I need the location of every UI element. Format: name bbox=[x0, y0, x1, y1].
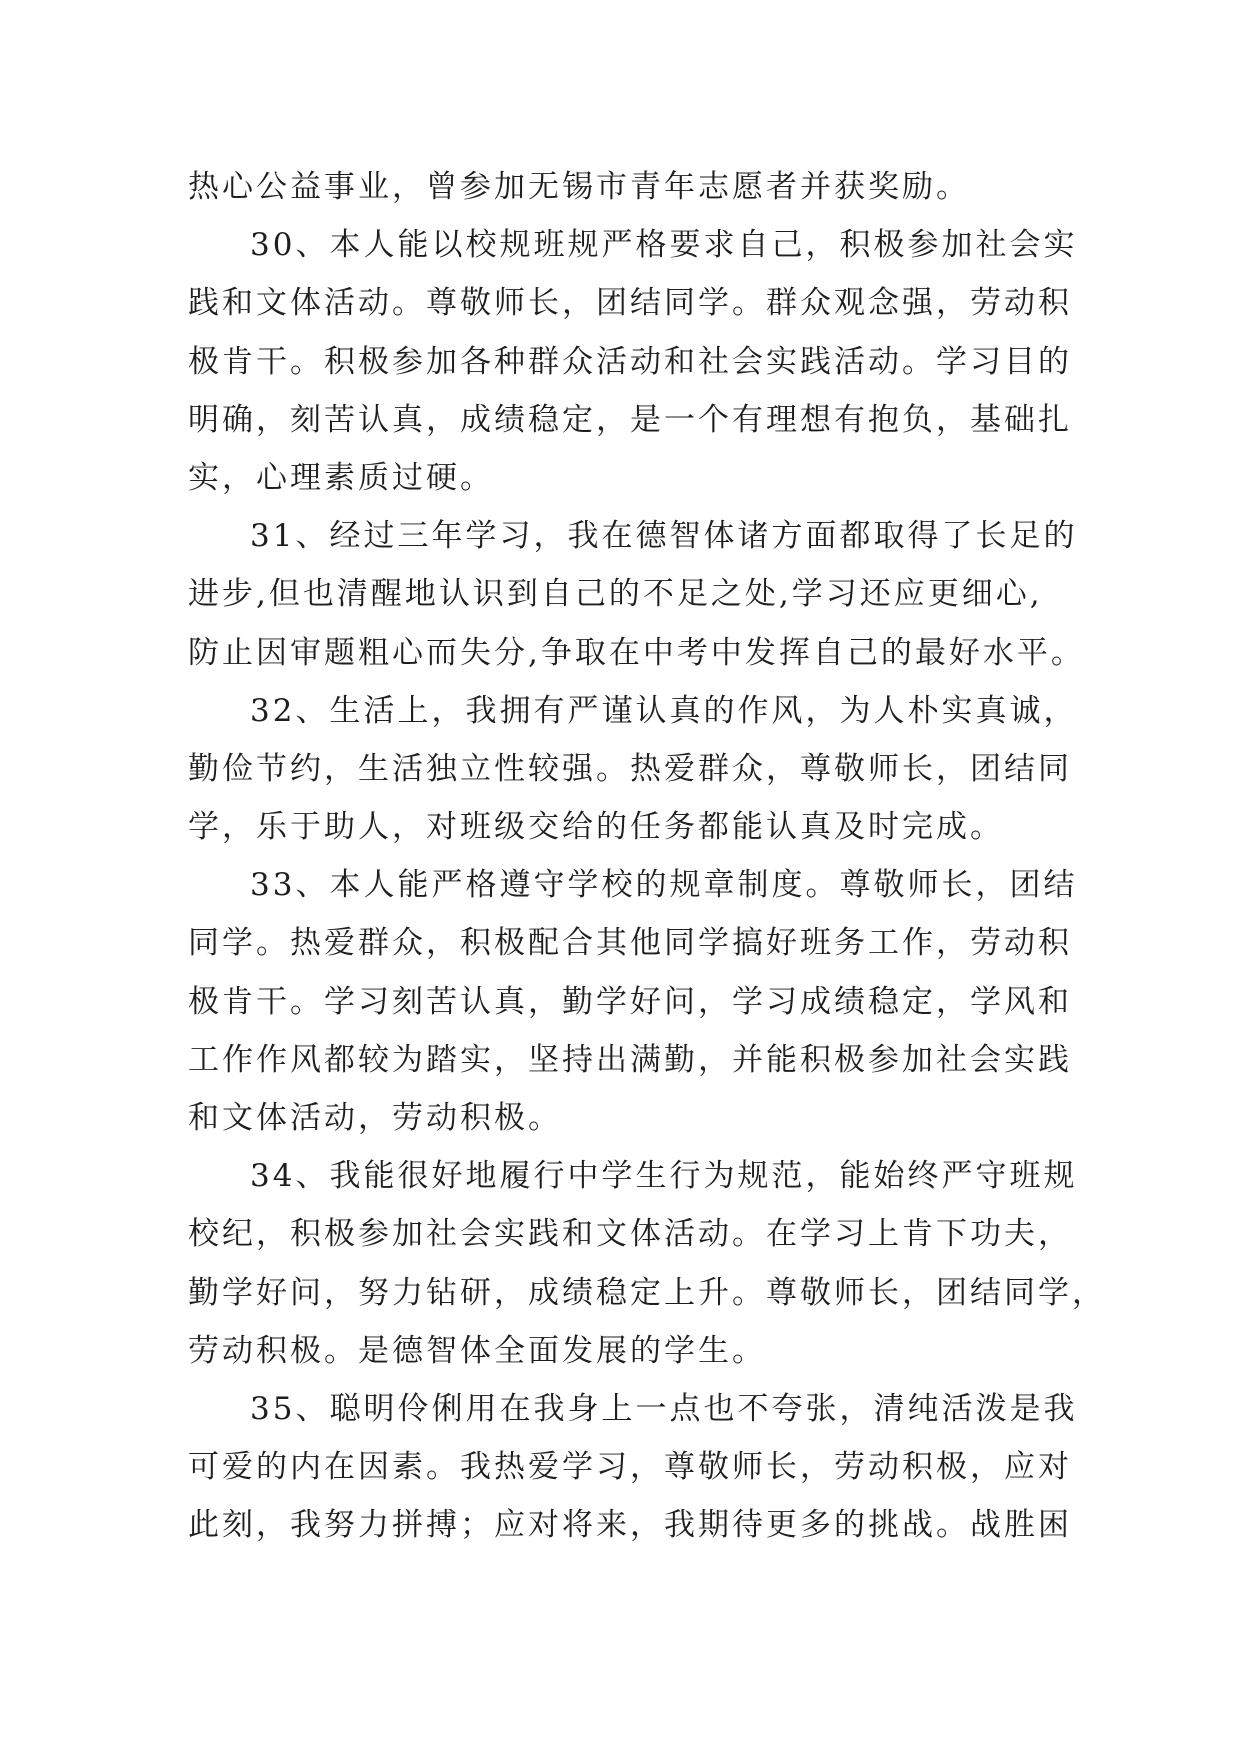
text-line: 明确，刻苦认真，成绩稳定，是一个有理想有抱负，基础扎 bbox=[188, 401, 1072, 438]
paragraph-31 bbox=[188, 507, 1085, 682]
text-line: 勤学好问，努力钻研，成绩稳定上升。尊敬师长，团结同学， bbox=[188, 1274, 1106, 1311]
text-line: 极肯干。积极参加各种群众活动和社会实践活动。学习目的 bbox=[188, 343, 1072, 380]
text-line: 劳动积极。是德智体全面发展的学生。 bbox=[188, 1332, 766, 1369]
text-line: 31、经过三年学习，我在德智体诸方面都取得了长足的 bbox=[250, 518, 1078, 555]
paragraph-32 bbox=[188, 682, 1078, 857]
text-line: 34、我能很好地履行中学生行为规范，能始终严守班规 bbox=[250, 1158, 1078, 1195]
text-line: 和文体活动，劳动积极。 bbox=[188, 1100, 562, 1136]
paragraph-33 bbox=[188, 856, 1078, 1147]
text-line: 践和文体活动。尊敬师长，团结同学。群众观念强，劳动积 bbox=[188, 285, 1072, 322]
document-body bbox=[188, 158, 1106, 1555]
text-line: 学，乐于助人，对班级交给的任务都能认真及时完成。 bbox=[188, 809, 1004, 846]
paragraph-continuation bbox=[188, 158, 1068, 216]
text-line: 32、生活上，我拥有严谨认真的作风，为人朴实真诚， bbox=[250, 692, 1078, 729]
text-line: 防止因审题粗心而失分,争取在中考中发挥自己的最好水平。 bbox=[188, 634, 1085, 671]
text-line: 可爱的内在因素。我热爱学习，尊敬师长，劳动积极，应对 bbox=[188, 1449, 1072, 1486]
text-line: 33、本人能严格遵守学校的规章制度。尊敬师长，团结 bbox=[250, 867, 1078, 904]
text-line: 进步,但也清醒地认识到自己的不足之处,学习还应更细心, bbox=[188, 576, 1043, 613]
paragraph-35 bbox=[188, 1380, 1078, 1555]
text-line: 同学。热爱群众，积极配合其他同学搞好班务工作，劳动积 bbox=[188, 925, 1072, 962]
text-line: 此刻，我努力拼搏；应对将来，我期待更多的挑战。战胜困 bbox=[188, 1507, 1072, 1544]
text-line: 30、本人能以校规班规严格要求自己，积极参加社会实 bbox=[250, 227, 1078, 264]
text-line: 工作作风都较为踏实，坚持出满勤，并能积极参加社会实践 bbox=[188, 1041, 1072, 1078]
text-line: 热心公益事业，曾参加无锡市青年志愿者并获奖励。 bbox=[188, 169, 970, 205]
text-line: 实，心理素质过硬。 bbox=[188, 459, 494, 496]
text-line: 35、聪明伶俐用在我身上一点也不夸张，清纯活泼是我 bbox=[250, 1390, 1078, 1427]
text-line: 校纪，积极参加社会实践和文体活动。在学习上肯下功夫， bbox=[188, 1216, 1072, 1253]
text-line: 极肯干。学习刻苦认真，勤学好问，学习成绩稳定，学风和 bbox=[188, 983, 1072, 1020]
paragraph-34 bbox=[188, 1147, 1106, 1380]
text-line: 勤俭节约，生活独立性较强。热爱群众，尊敬师长，团结同 bbox=[188, 750, 1072, 787]
paragraph-30 bbox=[188, 216, 1078, 507]
